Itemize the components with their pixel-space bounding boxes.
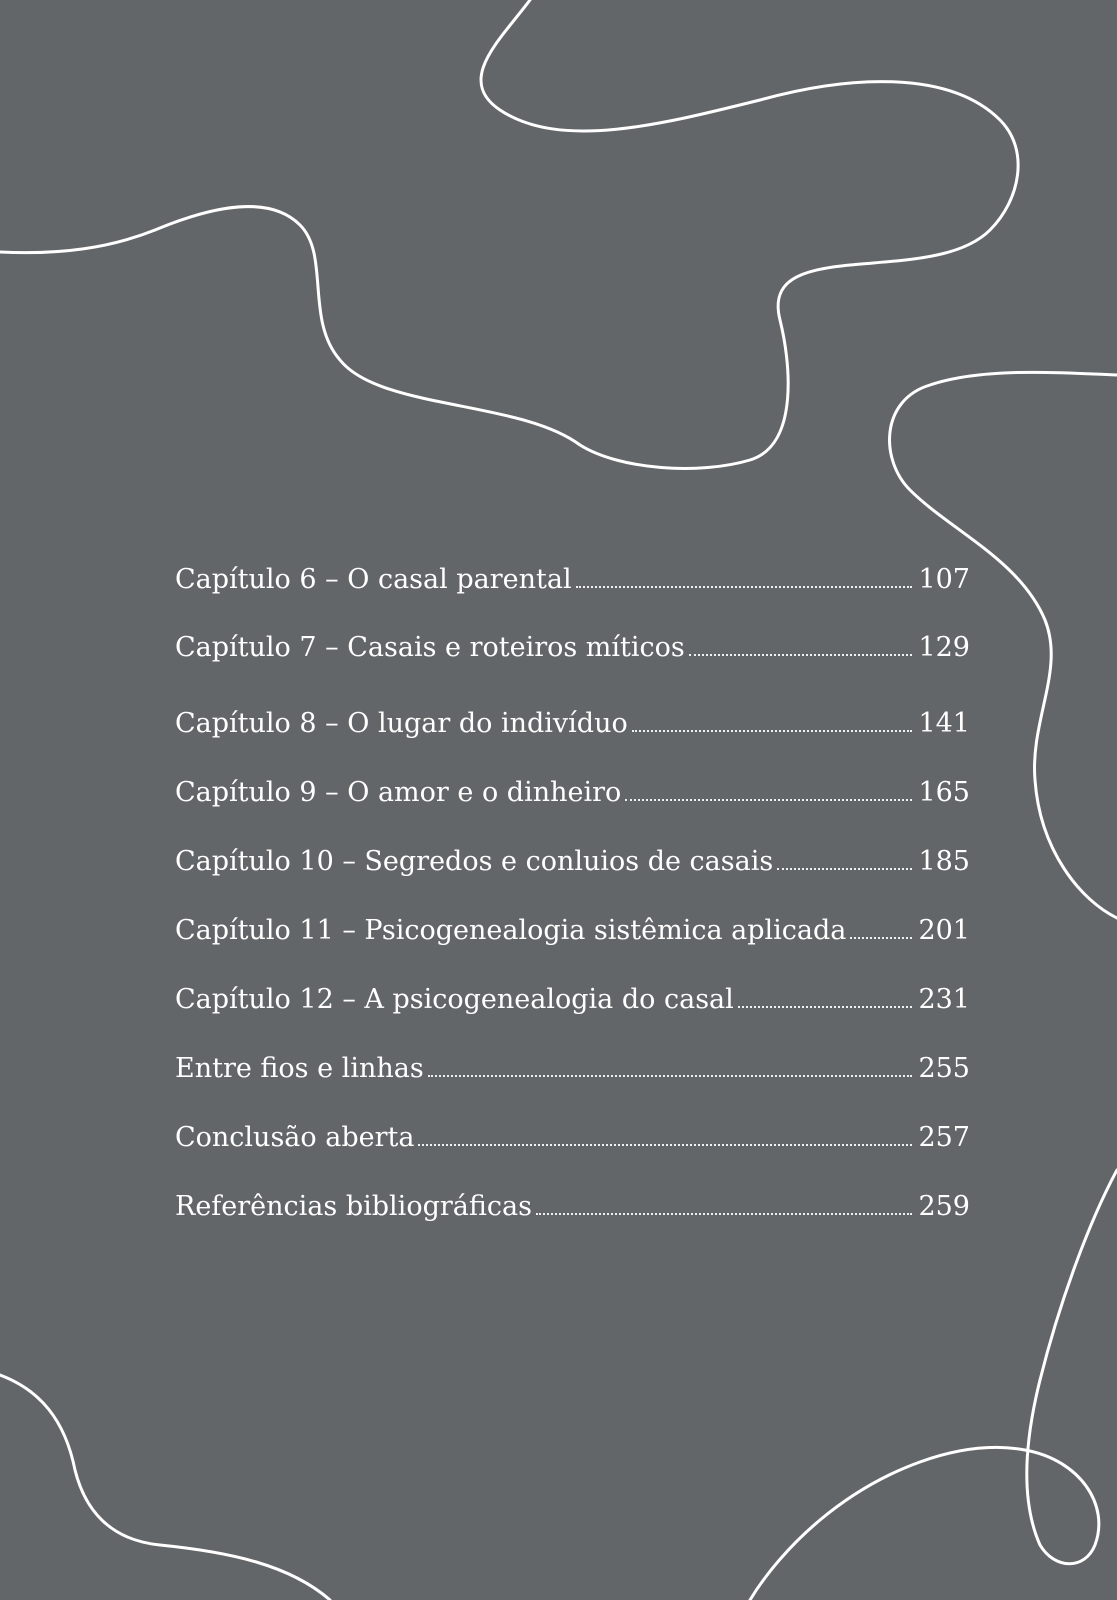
bottom-right-loop-line (750, 1170, 1117, 1600)
toc-entry-conclusao[interactable] (175, 1118, 970, 1158)
toc-entry-title: Entre fios e linhas (175, 1053, 424, 1084)
toc-entry-referencias[interactable] (175, 1187, 970, 1227)
toc-entry-title: Capítulo 7 – Casais e roteiros míticos (175, 632, 685, 663)
dot-leader (777, 868, 912, 870)
toc-entry-chapter-8[interactable] (175, 704, 970, 744)
toc-entry-title: Capítulo 12 – A psicogenealogia do casal (175, 984, 734, 1015)
toc-entry-page-number: 165 (918, 777, 970, 808)
toc-entry-page-number: 107 (918, 564, 970, 595)
toc-entry-page-number: 141 (918, 708, 970, 739)
dot-leader (428, 1075, 913, 1077)
toc-entry-title: Capítulo 9 – O amor e o dinheiro (175, 777, 622, 808)
toc-entry-page-number: 257 (918, 1122, 970, 1153)
toc-entry-page-number: 185 (918, 846, 970, 877)
toc-entry-title: Capítulo 8 – O lugar do indivíduo (175, 708, 628, 739)
toc-entry-title: Capítulo 11 – Psicogenealogia sistêmica aplicada (175, 915, 847, 946)
dot-leader (418, 1144, 912, 1146)
dot-leader (850, 937, 912, 939)
dot-leader (689, 654, 913, 656)
bottom-left-curve-line (0, 1375, 330, 1600)
dot-leader (536, 1213, 913, 1215)
toc-entry-chapter-12[interactable] (175, 980, 970, 1020)
toc-entry-page-number: 255 (918, 1053, 970, 1084)
toc-entry-page-number: 129 (918, 632, 970, 663)
toc-entry-chapter-6[interactable] (175, 560, 970, 600)
top-curve-line (0, 0, 1018, 468)
dot-leader (738, 1006, 913, 1008)
toc-entry-chapter-9[interactable] (175, 773, 970, 813)
toc-entry-title: Referências bibliográficas (175, 1191, 532, 1222)
toc-entry-chapter-10[interactable] (175, 842, 970, 882)
toc-entry-chapter-7[interactable] (175, 628, 970, 668)
toc-entry-title: Conclusão aberta (175, 1122, 415, 1153)
toc-entry-entre-fios[interactable] (175, 1049, 970, 1089)
toc-entry-title: Capítulo 10 – Segredos e conluios de casais (175, 846, 774, 877)
toc-entry-page-number: 201 (918, 915, 970, 946)
toc-entry-chapter-11[interactable] (175, 911, 970, 951)
toc-entry-page-number: 259 (918, 1191, 970, 1222)
table-of-contents (175, 560, 970, 1222)
dot-leader (625, 799, 912, 801)
dot-leader (576, 586, 913, 588)
dot-leader (632, 730, 913, 732)
toc-entry-page-number: 231 (918, 984, 970, 1015)
toc-entry-title: Capítulo 6 – O casal parental (175, 564, 572, 595)
